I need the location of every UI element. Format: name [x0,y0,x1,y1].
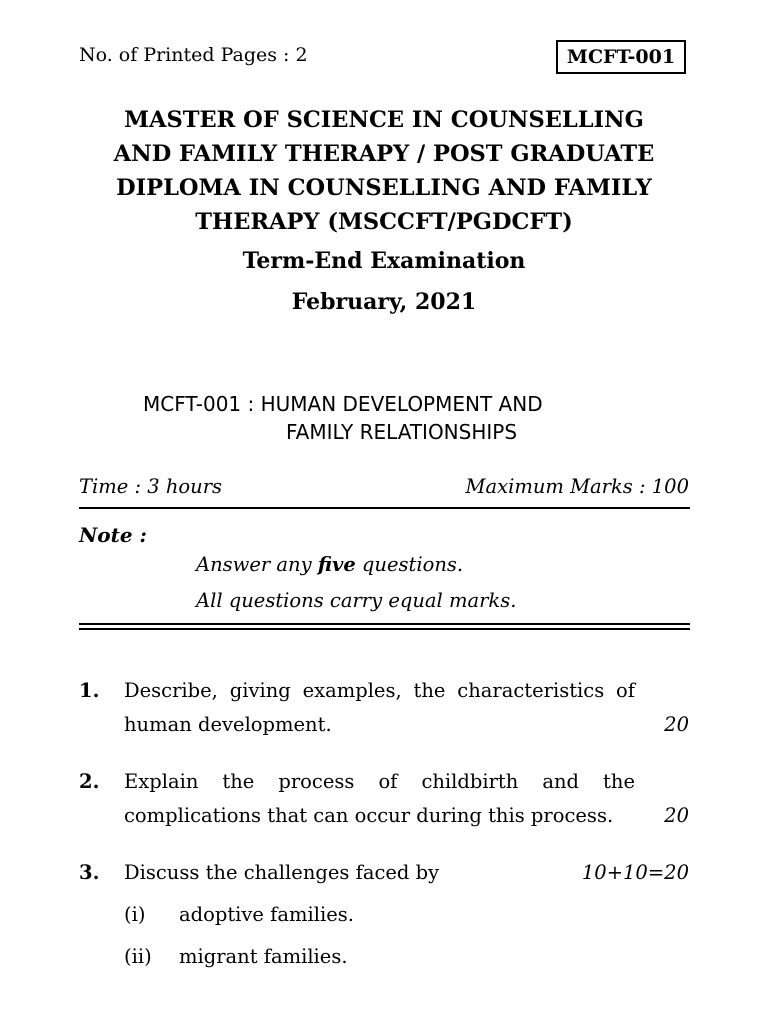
sub-question-label: (ii) [124,945,152,968]
title-line: AND FAMILY THERAPY / POST GRADUATE [113,141,655,167]
word: the [222,770,255,793]
question-number: 3. [79,861,100,884]
exam-session: February, 2021 [291,289,477,315]
question-marks: 10+10=20 [581,861,689,884]
word: the [413,679,446,702]
divider [79,623,690,625]
exam-duration: Time : 3 hours [79,475,223,498]
paper-code-box: MCFT-001 [556,40,686,74]
word: examples, [302,679,402,702]
question-text-line [124,770,635,793]
title-line: DIPLOMA IN COUNSELLING AND FAMILY [116,175,652,201]
word: childbirth [421,770,519,793]
instruction-text: Answer any [196,553,318,576]
word: giving [229,679,291,702]
sub-question-text: migrant families. [179,945,348,968]
instruction-text: questions. [355,553,464,576]
question-text-line [124,679,635,702]
question-marks: 20 [664,804,689,827]
course-title-line-1: MCFT-001 : HUMAN DEVELOPMENT AND [143,392,543,416]
word: characteristics [457,679,605,702]
sub-question-text: adoptive families. [179,903,354,926]
word: of [378,770,398,793]
question-text-line: complications that can occur during this process. [124,804,614,827]
word: of [616,679,635,702]
divider [79,507,690,509]
question-number: 2. [79,770,100,793]
printed-pages-count: No. of Printed Pages : 2 [79,44,308,66]
divider [79,628,690,630]
question-text-line: Discuss the challenges faced by [124,861,440,884]
course-title-line-2: FAMILY RELATIONSHIPS [286,420,518,444]
programme-title [60,103,708,239]
maximum-marks: Maximum Marks : 100 [465,475,689,498]
sub-question-label: (i) [124,903,146,926]
word: the [603,770,635,793]
question-text-line: human development. [124,713,332,736]
instruction-line-1 [196,553,463,576]
instruction-emphasis: five [317,553,356,576]
note-label: Note : [79,523,147,547]
instruction-line-2: All questions carry equal marks. [196,589,517,612]
word: and [542,770,580,793]
question-marks: 20 [664,713,689,736]
title-line: MASTER OF SCIENCE IN COUNSELLING [124,107,644,133]
question-number: 1. [79,679,100,702]
word: Explain [124,770,199,793]
exam-name: Term-End Examination [242,248,526,274]
word: Describe, [124,679,218,702]
title-line: THERAPY (MSCCFT/PGDCFT) [195,209,573,235]
word: process [278,770,355,793]
